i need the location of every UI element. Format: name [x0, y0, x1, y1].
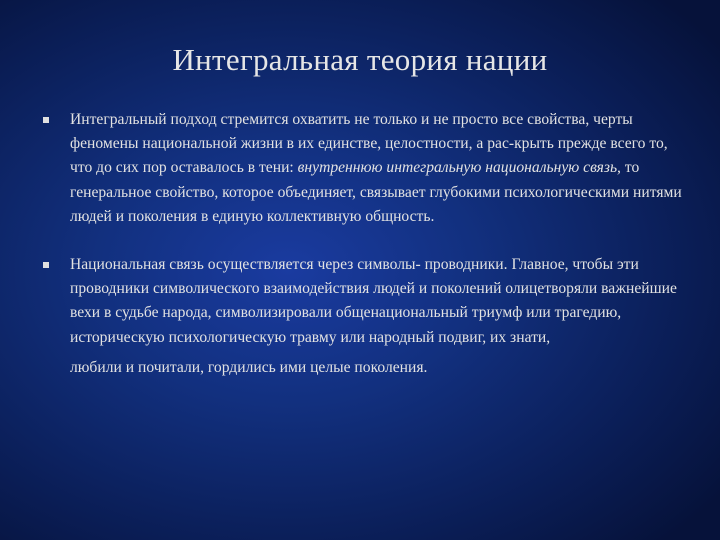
- slide-title: Интегральная теория нации: [172, 42, 548, 77]
- bullet-list: [40, 108, 690, 380]
- bullet-text-before: Интегральный подход стремится охватить не только и не просто все свойства, черты феномены национальной жизни в их единстве, целостности, а рас-крыть прежде всего то, что до сих пор оставалось в тени:: [70, 111, 668, 177]
- bullet-text-tail: любили и почитали, гордились ими целые поколения.: [70, 358, 428, 376]
- bullet-text-main: Национальная связь осуществляется через символы- проводники. Главное, чтобы эти проводники символического взаимодействия людей и поколений олицетворяли важнейшие вехи в судьбе народа, символизировали общенациональный триумф или трагедию, историческую психологическую травму или народный подвиг, их знати,: [70, 256, 677, 346]
- square-bullet-icon: [43, 262, 49, 268]
- bullet-item-national-bond: [40, 253, 690, 380]
- bullet-text-after: то генеральное свойство, которое объединяет, связывает глубокими психологическими нитями людей и поколения в единую коллективную общность.: [70, 159, 682, 225]
- bullet-item-integral-approach: [40, 108, 690, 229]
- square-bullet-icon: [43, 117, 49, 123]
- bullet-text-emphasis: внутреннюю интегральную национальную связь,: [297, 159, 621, 177]
